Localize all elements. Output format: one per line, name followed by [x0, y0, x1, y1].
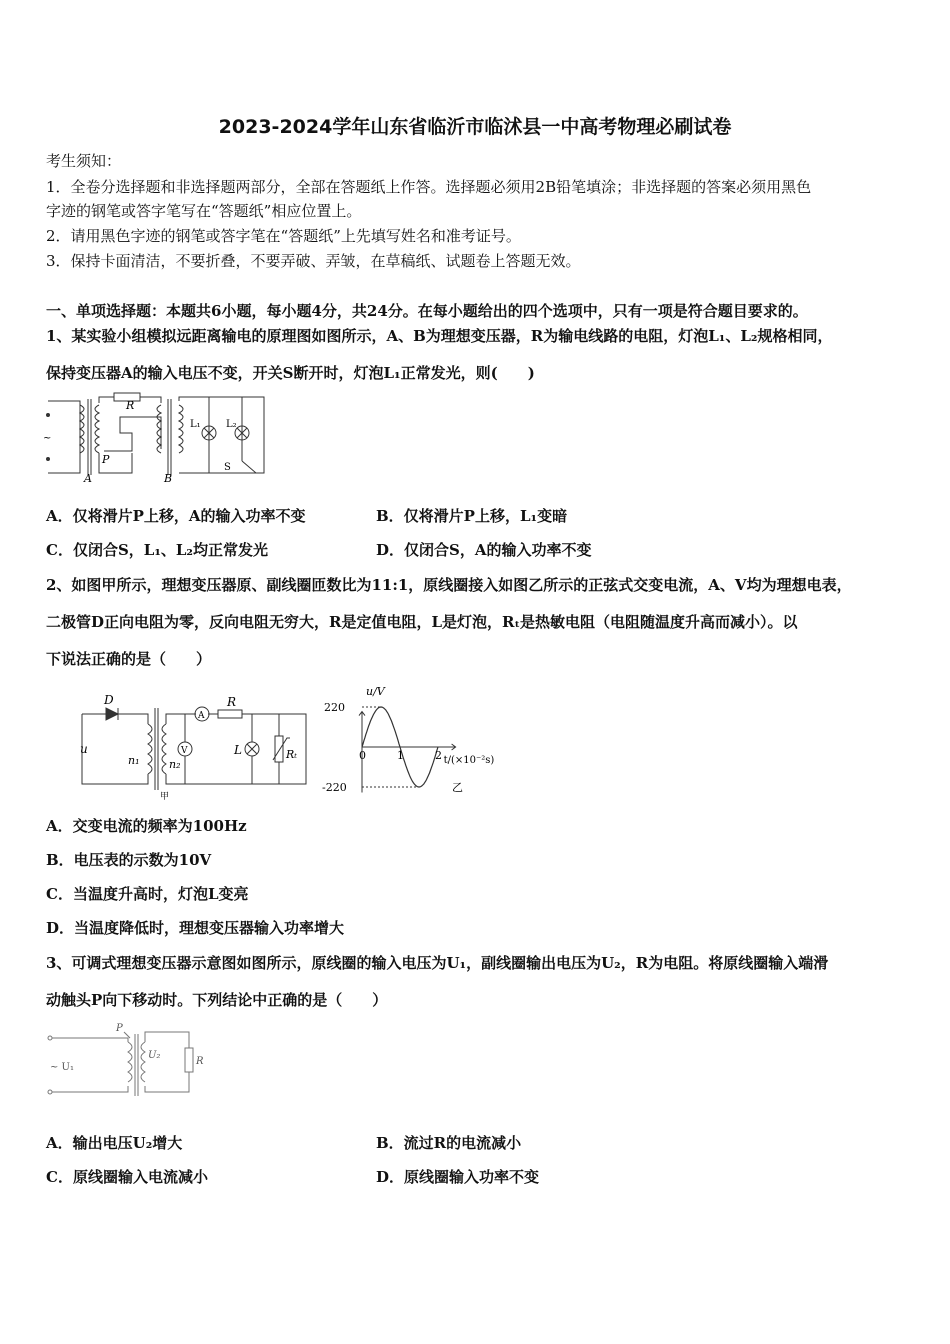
notice-heading: 考生须知： — [46, 152, 122, 170]
label-Rt: Rₜ — [286, 748, 297, 761]
q2-option-a: A．交变电流的频率为100Hz — [46, 817, 247, 835]
label-B: B — [164, 472, 173, 485]
figure-label-jia: 甲 — [160, 792, 170, 802]
notice-item: 3．保持卡面清洁，不要折叠，不要弄破、弄皱，在草稿纸、试题卷上答题无效。 — [46, 252, 581, 270]
notice-item: 字迹的钢笔或答字笔写在“答题纸”相应位置上。 — [46, 202, 362, 220]
question-3-text: 3、可调式理想变压器示意图如图所示，原线圈的输入电压为U₁，副线圈输出电压为U₂，R为电阻。将原线圈输入端滑 — [46, 954, 829, 972]
label-U2: U₂ — [148, 1050, 161, 1061]
question-1-text: 1、某实验小组模拟远距离输电的原理图如图所示，A、B为理想变压器，R为输电线路的电阻，灯泡L₁、L₂规格相同， — [46, 327, 833, 345]
label-P: P — [102, 453, 110, 466]
section-heading: 一、单项选择题：本题共6小题，每小题4分，共24分。在每小题给出的四个选项中，只有一项是符合题目要求的。 — [46, 302, 808, 320]
q2-option-c: C．当温度升高时，灯泡L变亮 — [46, 885, 249, 903]
q3-option-d: D．原线圈输入功率不变 — [376, 1168, 540, 1186]
q1-option-b: B．仅将滑片P上移，L₁变暗 — [376, 507, 568, 525]
label-P: P — [116, 1023, 123, 1034]
question-2-text: 下说法正确的是（ ） — [46, 650, 212, 668]
q1-option-d: D．仅闭合S，A的输入功率不变 — [376, 541, 592, 559]
y-tick-label: -220 — [322, 781, 347, 794]
label-S: S — [224, 462, 231, 473]
x-tick-label: 2 — [435, 749, 442, 762]
voltmeter-icon: V — [181, 746, 188, 756]
label-R: R — [196, 1056, 204, 1067]
q2-option-d: D．当温度降低时，理想变压器输入功率增大 — [46, 919, 345, 937]
notice-item: 1．全卷分选择题和非选择题两部分，全部在答题纸上作答。选择题必须用2B铅笔填涂；非选择题的答案必须用黑色 — [46, 178, 812, 196]
label-U1: ~ U₁ — [50, 1062, 74, 1073]
notice-item: 2．请用黑色字迹的钢笔或答字笔在“答题纸”上先填写姓名和准考证号。 — [46, 227, 521, 245]
label-R: R — [227, 695, 237, 709]
ac-source-icon: ~ — [43, 433, 52, 444]
label-n2: n₂ — [169, 758, 181, 771]
question-2-voltage-chart — [320, 685, 535, 800]
question-3-text: 动触头P向下移动时。下列结论中正确的是（ ） — [46, 991, 388, 1009]
label-L: L — [234, 743, 242, 757]
q1-option-c: C．仅闭合S，L₁、L₂均正常发光 — [46, 541, 269, 559]
question-1-circuit-figure — [44, 393, 269, 483]
label-n1: n₁ — [128, 754, 140, 767]
q3-option-b: B．流过R的电流减小 — [376, 1134, 522, 1152]
question-2-text: 二极管D正向电阻为零，反向电阻无穷大，R是定值电阻，L是灯泡，Rₜ是热敏电阻（电阻随温度升高而减小）。以 — [46, 613, 798, 631]
x-tick-label: 1 — [397, 749, 404, 762]
q2-option-b: B．电压表的示数为10V — [46, 851, 212, 869]
ammeter-icon: A — [198, 711, 205, 721]
label-D: D — [104, 693, 114, 707]
question-1-text: 保持变压器A的输入电压不变，开关S断开时，灯泡L₁正常发光，则( ) — [46, 364, 535, 382]
x-tick-label: 0 — [359, 749, 366, 762]
question-2-text: 2、如图甲所示，理想变压器原、副线圈匝数比为11:1，原线圈接入如图乙所示的正弦式交变电流，A、V均为理想电表， — [46, 576, 852, 594]
x-axis-label: t/(×10⁻²s) — [443, 755, 495, 766]
chart-caption: 乙 — [452, 781, 463, 794]
q3-option-c: C．原线圈输入电流减小 — [46, 1168, 208, 1186]
question-3-transformer-figure — [44, 1020, 214, 1098]
label-u: u — [80, 742, 88, 756]
y-tick-label: 220 — [324, 701, 345, 714]
label-A: A — [84, 472, 92, 485]
page-title: 2023-2024学年山东省临沂市临沭县一中高考物理必刷试卷 — [218, 116, 732, 138]
q3-option-a: A．输出电压U₂增大 — [46, 1134, 183, 1152]
label-L1: L₁ — [190, 419, 201, 430]
q1-option-a: A．仅将滑片P上移，A的输入功率不变 — [46, 507, 306, 525]
label-R: R — [126, 399, 135, 412]
label-L2: L₂ — [226, 419, 237, 430]
y-axis-label: u/V — [366, 685, 385, 698]
question-2-circuit-figure — [74, 690, 309, 802]
